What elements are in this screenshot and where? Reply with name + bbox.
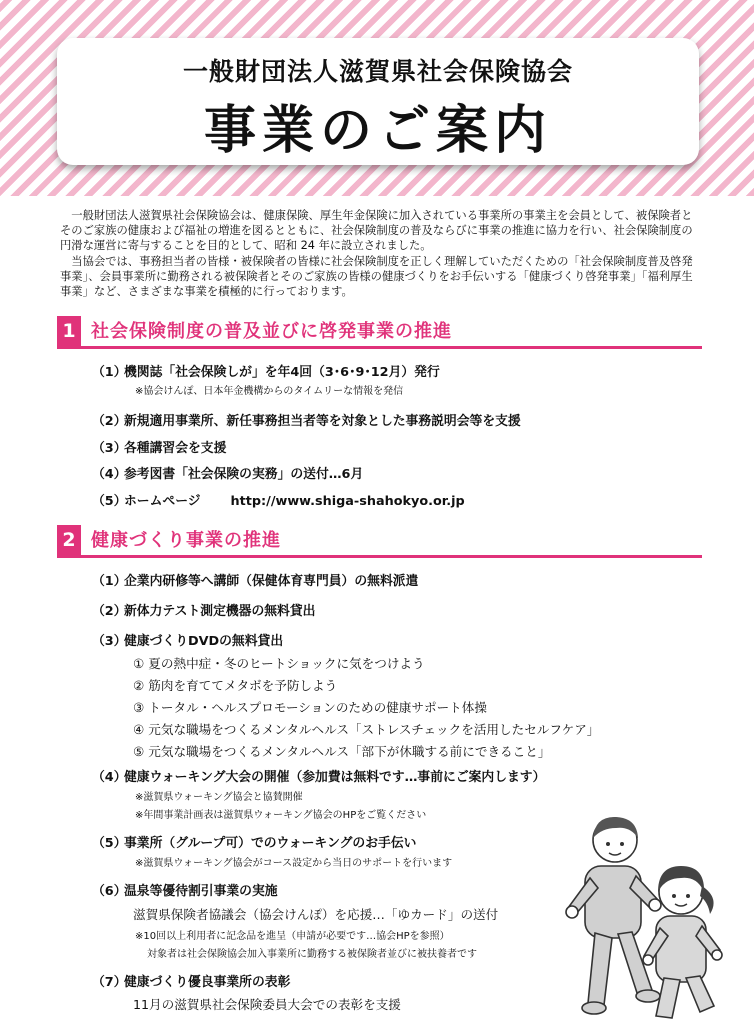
item-note: 対象者は社会保険協会加入事業所に勤務する被保険者並びに被扶養者です	[147, 949, 477, 960]
dvd-title: ② 筋肉を育ててメタボを予防しよう	[133, 678, 338, 693]
dvd-title: ④ 元気な職場をつくるメンタルヘルス「ストレスチェックを活用したセルフケア」	[133, 722, 600, 737]
intro-paragraph-2: 当協会では、事務担当者の皆様・被保険者の皆様に社会保険制度を正しく理解していただくための「社会保険制度普及啓発事業」、会員事業所に勤務される被保険者とそのご家族の皆様の健康づくりをお手伝いする「健康づくり啓発事業」「福利厚生事業」など、さまざまな事業を積極的に行っております。	[60, 254, 693, 299]
section-title: 社会保険制度の普及並びに啓発事業の推進	[91, 321, 452, 342]
organization-name: 一般財団法人滋賀県社会保険協会	[182, 57, 573, 86]
section-1-header	[57, 316, 702, 349]
list-item: （2）新体力テスト測定機器の無料貸出	[92, 604, 316, 619]
section-2-header	[57, 525, 702, 558]
dvd-title: ⑤ 元気な職場をつくるメンタルヘルス「部下が休職する前にできること」	[133, 744, 551, 759]
list-item: （1）企業内研修等へ講師（保健体育専門員）の無料派遣	[92, 574, 419, 589]
homepage-link[interactable]: http://www.shiga-shahokyo.or.jp	[230, 494, 465, 509]
item-note: ※10回以上利用者に記念品を進呈（申請が必要です…協会HPを参照）	[135, 931, 450, 942]
item-note: ※滋賀県ウォーキング協会がコース設定から当日のサポートを行います	[135, 858, 453, 869]
list-item: （7）健康づくり優良事業所の表彰	[92, 975, 291, 990]
walking-couple-icon	[560, 808, 750, 1024]
dvd-title: ① 夏の熱中症・冬のヒートショックに気をつけよう	[133, 656, 425, 671]
intro-text	[60, 208, 700, 299]
section-title: 健康づくり事業の推進	[91, 530, 281, 551]
list-item: （5）ホームページ http://www.shiga-shahokyo.or.jp	[92, 494, 465, 509]
item-note: ※協会けんぽ、日本年金機構からのタイムリーな情報を発信	[135, 386, 404, 397]
section-number: 1	[57, 316, 81, 346]
list-item: （3）健康づくりDVDの無料貸出	[92, 634, 284, 649]
dvd-title: ③ トータル・ヘルスプロモーションのための健康サポート体操	[133, 700, 487, 715]
list-item: （4）参考図書「社会保険の実務」の送付…6月	[92, 467, 364, 482]
list-item: （5）事業所（グループ可）でのウォーキングのお手伝い	[92, 836, 417, 851]
list-item: （1）機関誌「社会保険しが」を年4回（3･6･9･12月）発行	[92, 365, 440, 380]
item-detail: 滋賀県保険者協議会（協会けんぽ）を応援…「ゆカード」の送付	[133, 907, 499, 922]
list-item: （2）新規適用事業所、新任事務担当者等を対象とした事務説明会等を支援	[92, 414, 521, 429]
item-note: ※滋賀県ウォーキング協会と協賛開催	[135, 792, 303, 803]
page-title: 事業のご案内	[203, 101, 552, 161]
title-card	[57, 38, 699, 165]
list-item: （4）健康ウォーキング大会の開催（参加費は無料です…事前にご案内します）	[92, 770, 546, 785]
list-item: （3）各種講習会を支援	[92, 441, 227, 456]
intro-paragraph-1: 一般財団法人滋賀県社会保険協会は、健康保険、厚生年金保険に加入されている事業所の事業主を会員として、被保険者とそのご家族の健康および福祉の増進を図るとともに、社会保険制度の普及ならびに事業の推進に協力を行い、社会保険制度の円滑な運営に寄与することを目的として、昭和 24 年に設立されました。	[60, 209, 693, 253]
item-note: ※年間事業計画表は滋賀県ウォーキング協会のHPをご覧ください	[135, 810, 427, 821]
section-number: 2	[57, 525, 81, 555]
list-item: （6）温泉等優待割引事業の実施	[92, 884, 278, 899]
item-detail: 11月の滋賀県社会保険委員大会での表彰を支援	[133, 997, 401, 1012]
